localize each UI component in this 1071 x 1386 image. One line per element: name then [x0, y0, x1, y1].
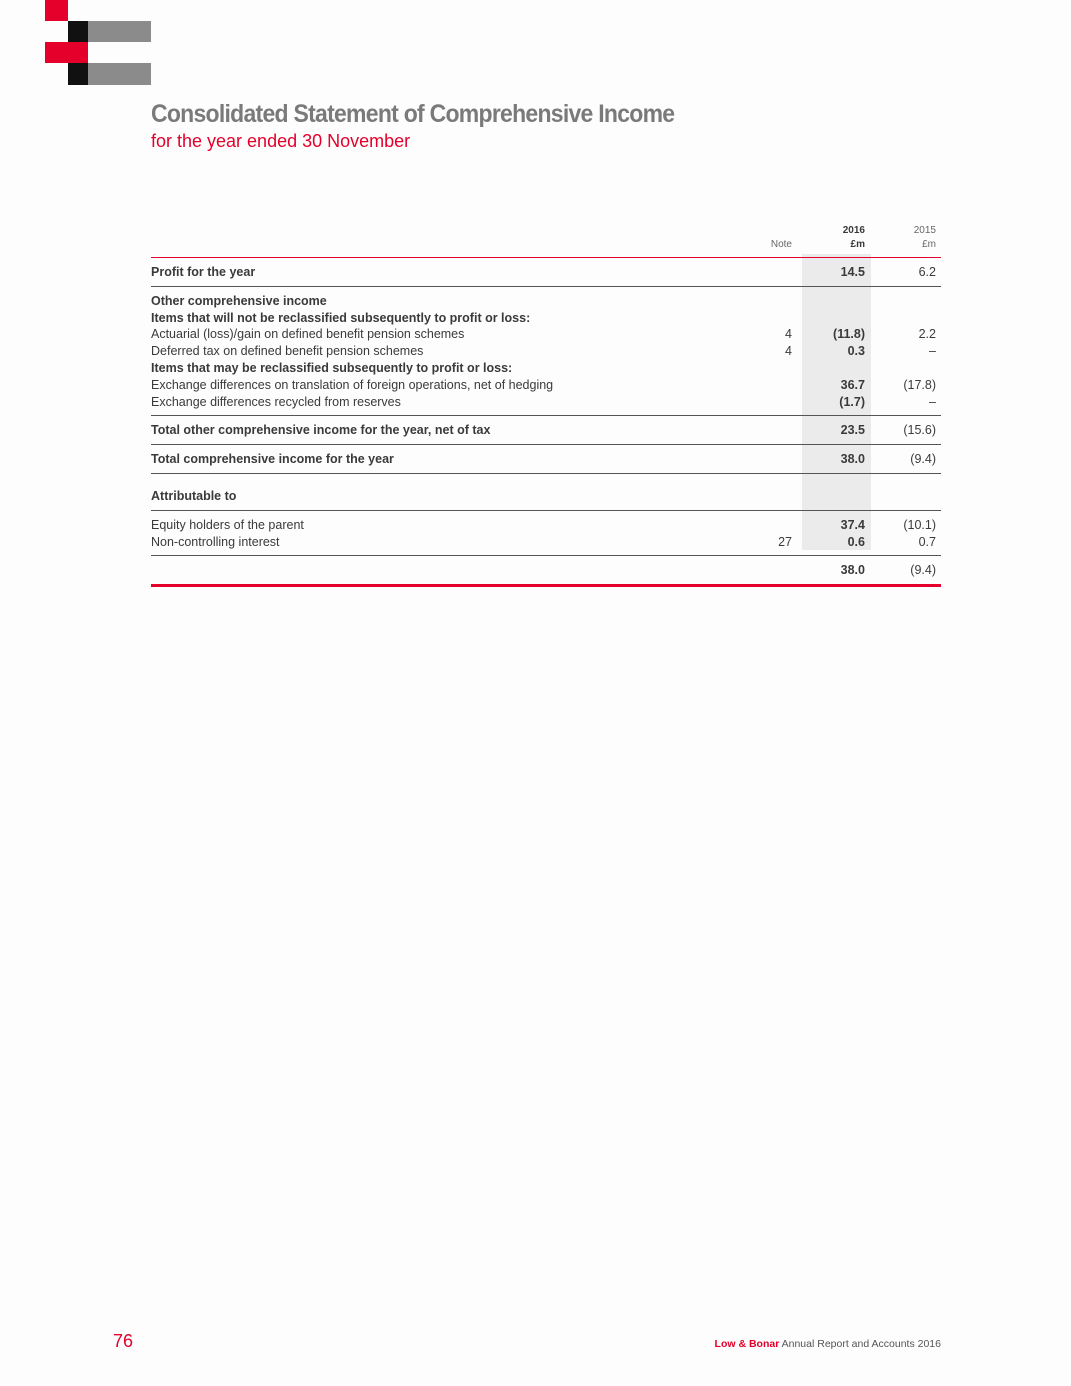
row-value-2015: (17.8)	[903, 377, 936, 392]
row-label: Deferred tax on defined benefit pension schemes	[151, 344, 424, 359]
row-note: 4	[785, 327, 792, 342]
page-title: Consolidated Statement of Comprehensive Income	[151, 100, 675, 128]
row-note: 27	[741, 534, 792, 556]
row-note	[741, 360, 792, 377]
row-label: Profit for the year	[151, 258, 741, 287]
row-note	[741, 310, 792, 327]
row-value-2015: (15.6)	[871, 416, 941, 445]
row-value-2016: 0.6	[802, 534, 871, 556]
table-row	[151, 360, 941, 377]
income-statement-table-container	[151, 224, 941, 587]
row-value-2016: 38.0	[802, 445, 871, 474]
company-logo-mark	[45, 0, 155, 90]
page-subtitle: for the year ended 30 November	[151, 131, 411, 151]
table-row	[151, 445, 941, 474]
row-note	[741, 488, 792, 510]
row-note	[741, 377, 792, 394]
row-value-2015: –	[871, 394, 941, 416]
row-value-2016: (11.8)	[833, 327, 865, 342]
row-label: Attributable to	[151, 488, 741, 510]
row-value-2015: 6.2	[871, 258, 941, 287]
table-row	[151, 326, 941, 343]
row-value-2015	[871, 286, 941, 309]
row-value-2015	[871, 310, 941, 327]
footer-report-title: Annual Report and Accounts 2016	[781, 1338, 941, 1350]
row-value-2016: 14.5	[802, 258, 871, 287]
row-value-2015	[871, 360, 941, 377]
header-year-2015: 2015	[913, 225, 936, 236]
table-row	[151, 377, 941, 394]
income-statement-table	[151, 224, 941, 587]
row-value-2015: (10.1)	[903, 517, 936, 532]
header-note: Note	[741, 238, 792, 258]
footer-report-name	[715, 1338, 941, 1350]
row-label: Total comprehensive income for the year	[151, 445, 741, 474]
table-row	[151, 534, 941, 556]
row-label: Equity holders of the parent	[151, 517, 304, 532]
row-note	[741, 394, 792, 416]
table-row	[151, 310, 941, 327]
row-value-2016	[802, 286, 871, 309]
table-row	[151, 394, 941, 416]
row-value-2015	[871, 488, 941, 510]
row-label: Total other comprehensive income for the year, net of tax	[151, 416, 741, 445]
row-note	[741, 510, 792, 533]
table-spacer-row	[151, 473, 941, 488]
row-note	[741, 286, 792, 309]
row-note	[741, 445, 792, 474]
row-label: Items that may be reclassified subsequently to profit or loss:	[151, 360, 513, 375]
row-value-2016: 38.0	[802, 556, 871, 586]
row-value-2016	[802, 360, 871, 377]
row-value-2016: 23.5	[802, 416, 871, 445]
row-label	[151, 556, 741, 586]
table-header-row-years	[151, 224, 941, 238]
table-row	[151, 416, 941, 445]
table-header-row-units	[151, 238, 941, 258]
row-label: Actuarial (loss)/gain on defined benefit pension schemes	[151, 327, 465, 342]
page-number: 76	[113, 1331, 134, 1351]
row-value-2016: 36.7	[840, 377, 865, 392]
row-value-2015: 2.2	[918, 327, 936, 342]
row-value-2016	[802, 488, 871, 510]
row-note	[741, 258, 792, 287]
row-note	[741, 416, 792, 445]
table-row	[151, 488, 941, 510]
table-total-row	[151, 556, 941, 586]
row-label: Items that will not be reclassified subsequently to profit or loss:	[151, 310, 531, 325]
row-label: Non-controlling interest	[151, 534, 741, 556]
row-value-2015: 0.7	[871, 534, 941, 556]
row-label: Exchange differences recycled from reserves	[151, 394, 741, 416]
footer-brand: Low & Bonar	[714, 1338, 780, 1350]
row-value-2015: –	[929, 344, 936, 359]
header-unit-2016: £m	[802, 238, 871, 258]
row-label: Exchange differences on translation of foreign operations, net of hedging	[151, 377, 554, 392]
row-value-2016: 0.3	[847, 344, 865, 359]
row-value-2016: 37.4	[840, 517, 865, 532]
table-row	[151, 510, 941, 533]
header-unit-2015: £m	[871, 238, 941, 258]
row-value-2015: (9.4)	[871, 556, 941, 586]
table-row	[151, 286, 941, 309]
row-value-2015: (9.4)	[871, 445, 941, 474]
row-label: Other comprehensive income	[151, 293, 327, 308]
header-year-2016: 2016	[842, 225, 865, 236]
table-row	[151, 343, 941, 360]
table-row	[151, 258, 941, 287]
row-value-2016	[802, 310, 871, 327]
row-note: 4	[785, 344, 792, 359]
row-note	[741, 556, 792, 586]
row-value-2016: (1.7)	[802, 394, 871, 416]
